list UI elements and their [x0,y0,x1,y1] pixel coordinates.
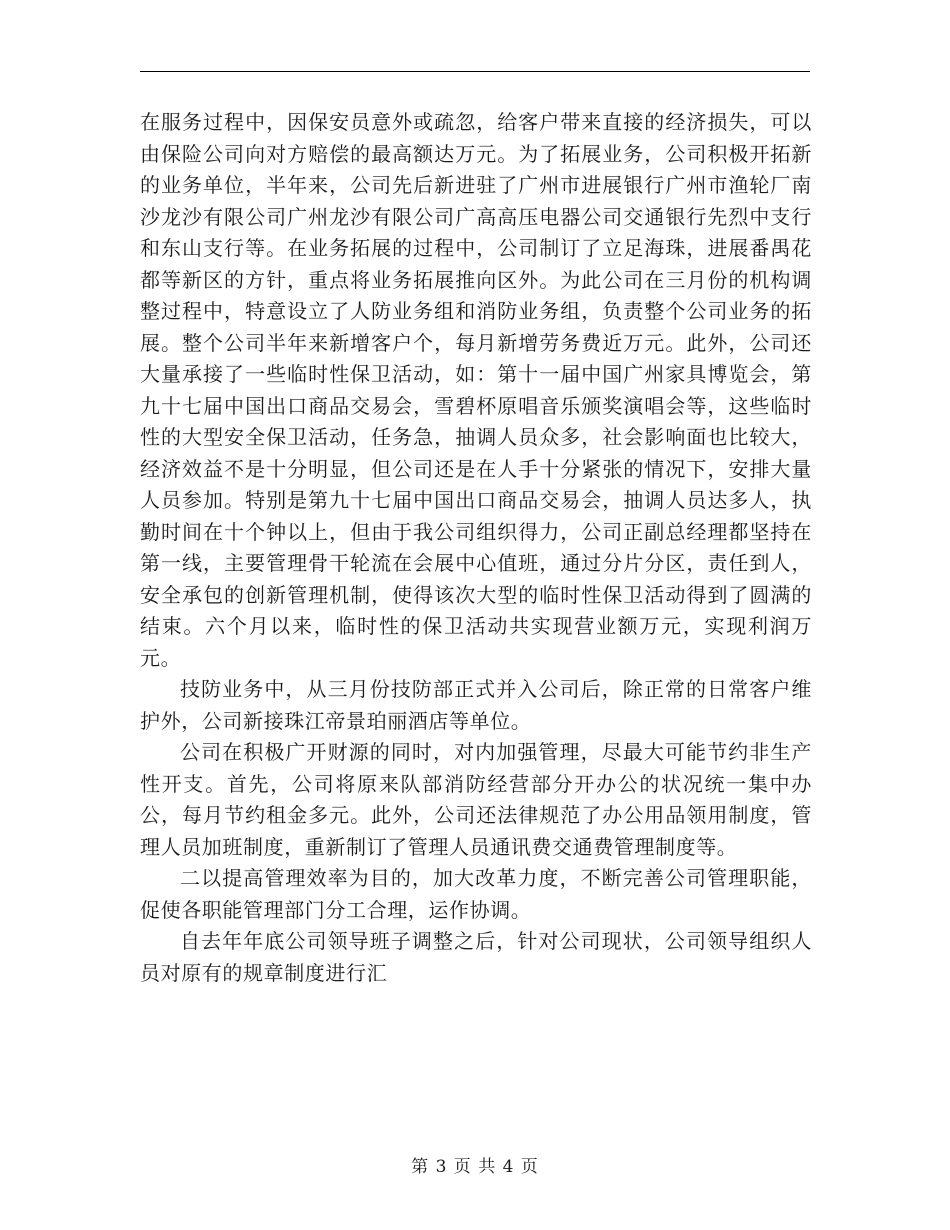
header-rule [140,71,810,72]
footer-middle: 页 共 [453,1157,497,1177]
footer-suffix: 页 [520,1157,539,1177]
paragraph-tech-defense: 技防业务中，从三月份技防部正式并入公司后，除正常的日常客户维护外，公司新接珠江帝景珀丽酒店等单位。 [140,677,812,733]
paragraph-cost-control: 公司在积极广开财源的同时，对内加强管理，尽最大可能节约非生产性开支。首先，公司将原来队部消防经营部分开办公的状况统一集中办公，每月节约租金多元。此外，公司还法律规范了办公用品领用制度，管理人员加班制度，重新制订了管理人员通讯费交通费管理制度等。 [140,740,812,859]
paragraph-leadership: 自去年年底公司领导班子调整之后，针对公司现状，公司领导组织人员对原有的规章制度进行汇 [140,929,812,985]
total-pages-number: 4 [502,1157,515,1177]
paragraph-section-two: 二以提高管理效率为目的，加大改革力度，不断完善公司管理职能，促使各职能管理部门分工合理，运作协调。 [140,866,812,922]
document-body [140,107,812,989]
paragraph-continued: 在服务过程中，因保安员意外或疏忽，给客户带来直接的经济损失，可以由保险公司向对方赔偿的最高额达万元。为了拓展业务，公司积极开拓新的业务单位，半年来，公司先后新进驻了广州市进展银行广州市渔轮厂南沙龙沙有限公司广州龙沙有限公司广高高压电器公司交通银行先烈中支行和东山支行等。在业务拓展的过程中，公司制订了立足海珠，进展番禺花都等新区的方针，重点将业务拓展推向区外。为此公司在三月份的机构调整过程中，特意设立了人防业务组和消防业务组，负责整个公司业务的拓展。整个公司半年来新增客户个，每月新增劳务费近万元。此外，公司还大量承接了一些临时性保卫活动，如：第十一届中国广州家具博览会，第九十七届中国出口商品交易会，雪碧杯原唱音乐颁奖演唱会等，这些临时性的大型安全保卫活动，任务急，抽调人员众多，社会影响面也比较大，经济效益不是十分明显，但公司还是在人手十分紧张的情况下，安排大量人员参加。特别是第九十七届中国出口商品交易会，抽调人员达多人，执勤时间在十个钟以上，但由于我公司组织得力，公司正副总经理都坚持在第一线，主要管理骨干轮流在会展中心值班，通过分片分区，责任到人，安全承包的创新管理机制，使得该次大型的临时性保卫活动得到了圆满的结束。六个月以来，临时性的保卫活动共实现营业额万元，实现利润万元。 [140,110,812,670]
footer-prefix: 第 [411,1157,430,1177]
page-footer [0,1152,950,1177]
current-page-number: 3 [435,1157,448,1177]
